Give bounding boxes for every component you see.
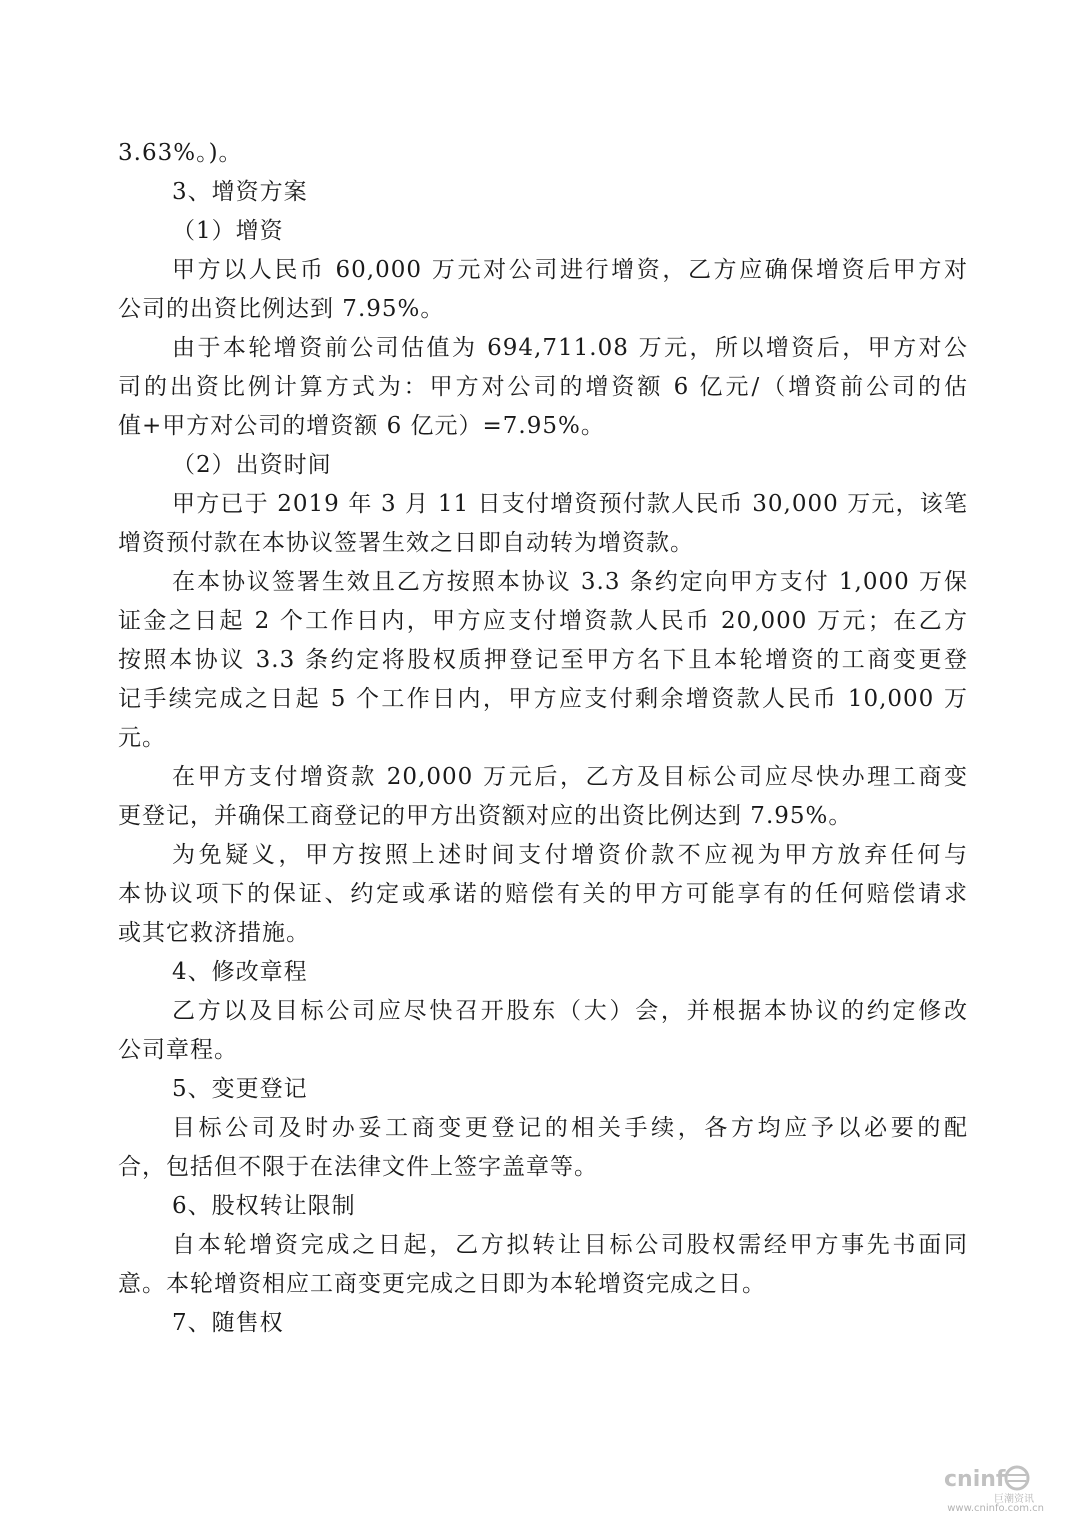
- cninfo-watermark: [874, 1462, 1044, 1518]
- text-line: 按照本协议 3.3 条约定将股权质押登记至甲方名下且本轮增资的工商变更登: [118, 647, 968, 673]
- section-heading: 3、增资方案: [172, 179, 308, 205]
- text-line: 值+甲方对公司的增资额 6 亿元）=7.95%。: [118, 413, 605, 439]
- text-line: 合，包括但不限于在法律文件上签字盖章等。: [118, 1154, 598, 1180]
- section-heading: 5、变更登记: [172, 1076, 308, 1102]
- subsection-heading: （2）出资时间: [172, 452, 332, 478]
- text-line: 更登记，并确保工商登记的甲方出资额对应的出资比例达到 7.95%。: [118, 803, 853, 829]
- text-line: 目标公司及时办妥工商变更登记的相关手续，各方均应予以必要的配: [172, 1115, 968, 1141]
- text-line: 公司的出资比例达到 7.95%。: [118, 296, 445, 322]
- text-line: 乙方以及目标公司应尽快召开股东（大）会，并根据本协议的约定修改: [172, 998, 968, 1024]
- text-line: 证金之日起 2 个工作日内，甲方应支付增资款人民币 20,000 万元；在乙方: [118, 608, 968, 634]
- text-line: 自本轮增资完成之日起，乙方拟转让目标公司股权需经甲方事先书面同: [172, 1232, 968, 1258]
- text-line: 记手续完成之日起 5 个工作日内，甲方应支付剩余增资款人民币 10,000 万: [118, 686, 968, 712]
- section-heading: 7、随售权: [172, 1310, 284, 1336]
- text-line: 或其它救济措施。: [118, 920, 310, 946]
- text-line: 为免疑义，甲方按照上述时间支付增资价款不应视为甲方放弃任何与: [172, 842, 968, 868]
- text-line: 甲方以人民币 60,000 万元对公司进行增资，乙方应确保增资后甲方对: [172, 257, 968, 283]
- text-line: 甲方已于 2019 年 3 月 11 日支付增资预付款人民币 30,000 万元，该笔: [172, 491, 968, 517]
- watermark-url: www.cninfo.com.cn: [947, 1503, 1044, 1514]
- svg-text:cninf: cninf: [944, 1467, 1006, 1492]
- text-line: 本协议项下的保证、约定或承诺的赔偿有关的甲方可能享有的任何赔偿请求: [118, 881, 968, 907]
- text-line: 3.63%。)。: [118, 140, 243, 166]
- text-line: 由于本轮增资前公司估值为 694,711.08 万元，所以增资后，甲方对公: [172, 335, 968, 361]
- text-line: 元。: [118, 725, 166, 751]
- text-line: 在甲方支付增资款 20,000 万元后，乙方及目标公司应尽快办理工商变: [172, 764, 968, 790]
- text-line: 意。本轮增资相应工商变更完成之日即为本轮增资完成之日。: [118, 1271, 766, 1297]
- subsection-heading: （1）增资: [172, 218, 284, 244]
- text-line: 公司章程。: [118, 1037, 238, 1063]
- text-line: 在本协议签署生效且乙方按照本协议 3.3 条约定向甲方支付 1,000 万保: [172, 569, 968, 595]
- text-line: 增资预付款在本协议签署生效之日即自动转为增资款。: [118, 530, 694, 556]
- watermark-subtitle: 巨潮资讯: [994, 1494, 1034, 1505]
- text-line: 司的出资比例计算方式为：甲方对公司的增资额 6 亿元/（增资前公司的估: [118, 374, 968, 400]
- section-heading: 4、修改章程: [172, 959, 308, 985]
- section-heading: 6、股权转让限制: [172, 1193, 356, 1219]
